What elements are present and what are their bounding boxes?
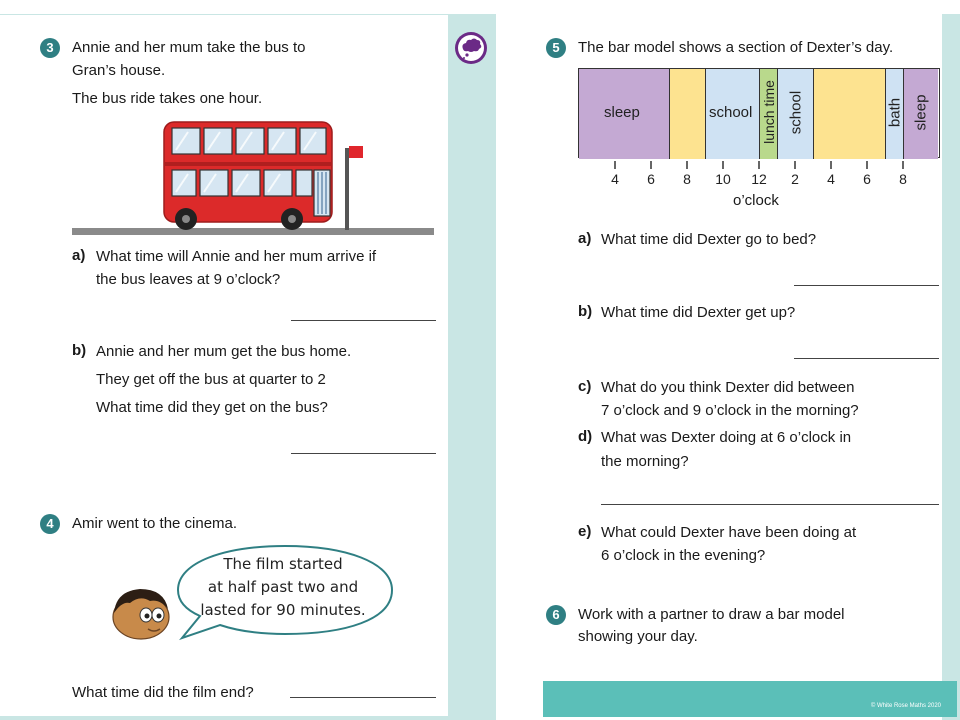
bar-segment-sleep-1 xyxy=(579,69,670,159)
thought-cloud-icon xyxy=(453,30,489,66)
amir-character-icon xyxy=(108,585,174,641)
bar-segment-school-2 xyxy=(778,69,814,159)
question-3-badge: 3 xyxy=(40,38,60,58)
bottom-border-left xyxy=(0,716,448,720)
q3b-label: b) xyxy=(72,342,87,359)
axis-label: o’clock xyxy=(733,192,779,209)
q3a-label: a) xyxy=(72,247,86,264)
bus-illustration xyxy=(72,118,434,238)
tick-label: 4 xyxy=(611,171,619,187)
time-axis-ticks xyxy=(578,158,940,168)
tick-label: 4 xyxy=(827,171,835,187)
right-edge-strip xyxy=(942,14,960,720)
bar-model xyxy=(578,68,940,158)
q5e-label: e) xyxy=(578,523,592,540)
footer-bar xyxy=(543,681,957,717)
q3b-answer-line[interactable] xyxy=(291,453,436,454)
q3b-line1: Annie and her mum get the bus home. xyxy=(96,343,352,360)
bar-segment-sleep-2 xyxy=(904,69,938,159)
q5b-text: What time did Dexter get up? xyxy=(601,304,796,321)
q5e-line1: What could Dexter have been doing at xyxy=(601,524,857,541)
bubble-line2: at half past two and xyxy=(207,578,359,596)
tick-label: 12 xyxy=(751,171,767,187)
bar-segment-lunch-time xyxy=(760,69,778,159)
bubble-line1: The film started xyxy=(223,555,343,573)
copyright-text: © White Rose Maths 2020 xyxy=(870,703,941,709)
q5d-line2: the morning? xyxy=(601,453,689,470)
q5a-answer-line[interactable] xyxy=(794,285,939,286)
q6-line2: showing your day. xyxy=(578,628,698,645)
q3-line1: Annie and her mum take the bus to xyxy=(72,39,306,56)
tick-label: 6 xyxy=(647,171,655,187)
bubble-line3: lasted for 90 minutes. xyxy=(200,601,366,619)
q5c-line1: What do you think Dexter did between xyxy=(601,379,855,396)
q5d-answer-line[interactable] xyxy=(601,504,939,505)
bar-segment-label: school xyxy=(787,90,805,135)
q5b-label: b) xyxy=(578,303,593,320)
tick-label: 10 xyxy=(715,171,731,187)
tick-label: 8 xyxy=(683,171,691,187)
question-6-badge: 6 xyxy=(546,605,566,625)
bar-segment-label: school xyxy=(709,104,753,121)
bar-segment-label: bath xyxy=(886,97,904,128)
tick-label: 8 xyxy=(899,171,907,187)
top-border-left xyxy=(0,14,448,15)
q4-answer-line[interactable] xyxy=(290,697,436,698)
bar-segment-bath xyxy=(886,69,904,159)
q3-line2: Gran’s house. xyxy=(72,62,166,79)
q5-line1: The bar model shows a section of Dexter’s day. xyxy=(578,39,894,56)
q3b-line3: What time did they get on the bus? xyxy=(96,399,328,416)
q3a-line1: What time will Annie and her mum arrive if xyxy=(96,248,377,265)
bar-segment-morning xyxy=(670,69,706,159)
q4-question: What time did the film end? xyxy=(72,684,254,701)
q4-line1: Amir went to the cinema. xyxy=(72,515,238,532)
tick-label: 2 xyxy=(791,171,799,187)
bar-segment-label: lunch time xyxy=(761,80,777,144)
q5d-line1: What was Dexter doing at 6 o’clock in xyxy=(601,429,852,446)
tick-label: 6 xyxy=(863,171,871,187)
q3b-line2: They get off the bus at quarter to 2 xyxy=(96,371,326,388)
q5c-line2: 7 o’clock and 9 o’clock in the morning? xyxy=(601,402,859,419)
q5e-line2: 6 o’clock in the evening? xyxy=(601,547,766,564)
q3-line3: The bus ride takes one hour. xyxy=(72,90,263,107)
q5a-text: What time did Dexter go to bed? xyxy=(601,231,817,248)
bar-segment-label: sleep xyxy=(604,104,640,121)
bar-segment-school-1 xyxy=(706,69,760,159)
q5b-answer-line[interactable] xyxy=(794,358,939,359)
question-4-badge: 4 xyxy=(40,514,60,534)
q3a-answer-line[interactable] xyxy=(291,320,436,321)
q3a-line2: the bus leaves at 9 o’clock? xyxy=(96,271,281,288)
q5a-label: a) xyxy=(578,230,592,247)
q5c-label: c) xyxy=(578,378,592,395)
q5d-label: d) xyxy=(578,428,593,445)
question-5-badge: 5 xyxy=(546,38,566,58)
bar-segment-evening xyxy=(814,69,886,159)
center-divider-strip xyxy=(448,14,496,720)
bar-segment-label: sleep xyxy=(912,94,930,131)
q6-line1: Work with a partner to draw a bar model xyxy=(578,606,845,623)
